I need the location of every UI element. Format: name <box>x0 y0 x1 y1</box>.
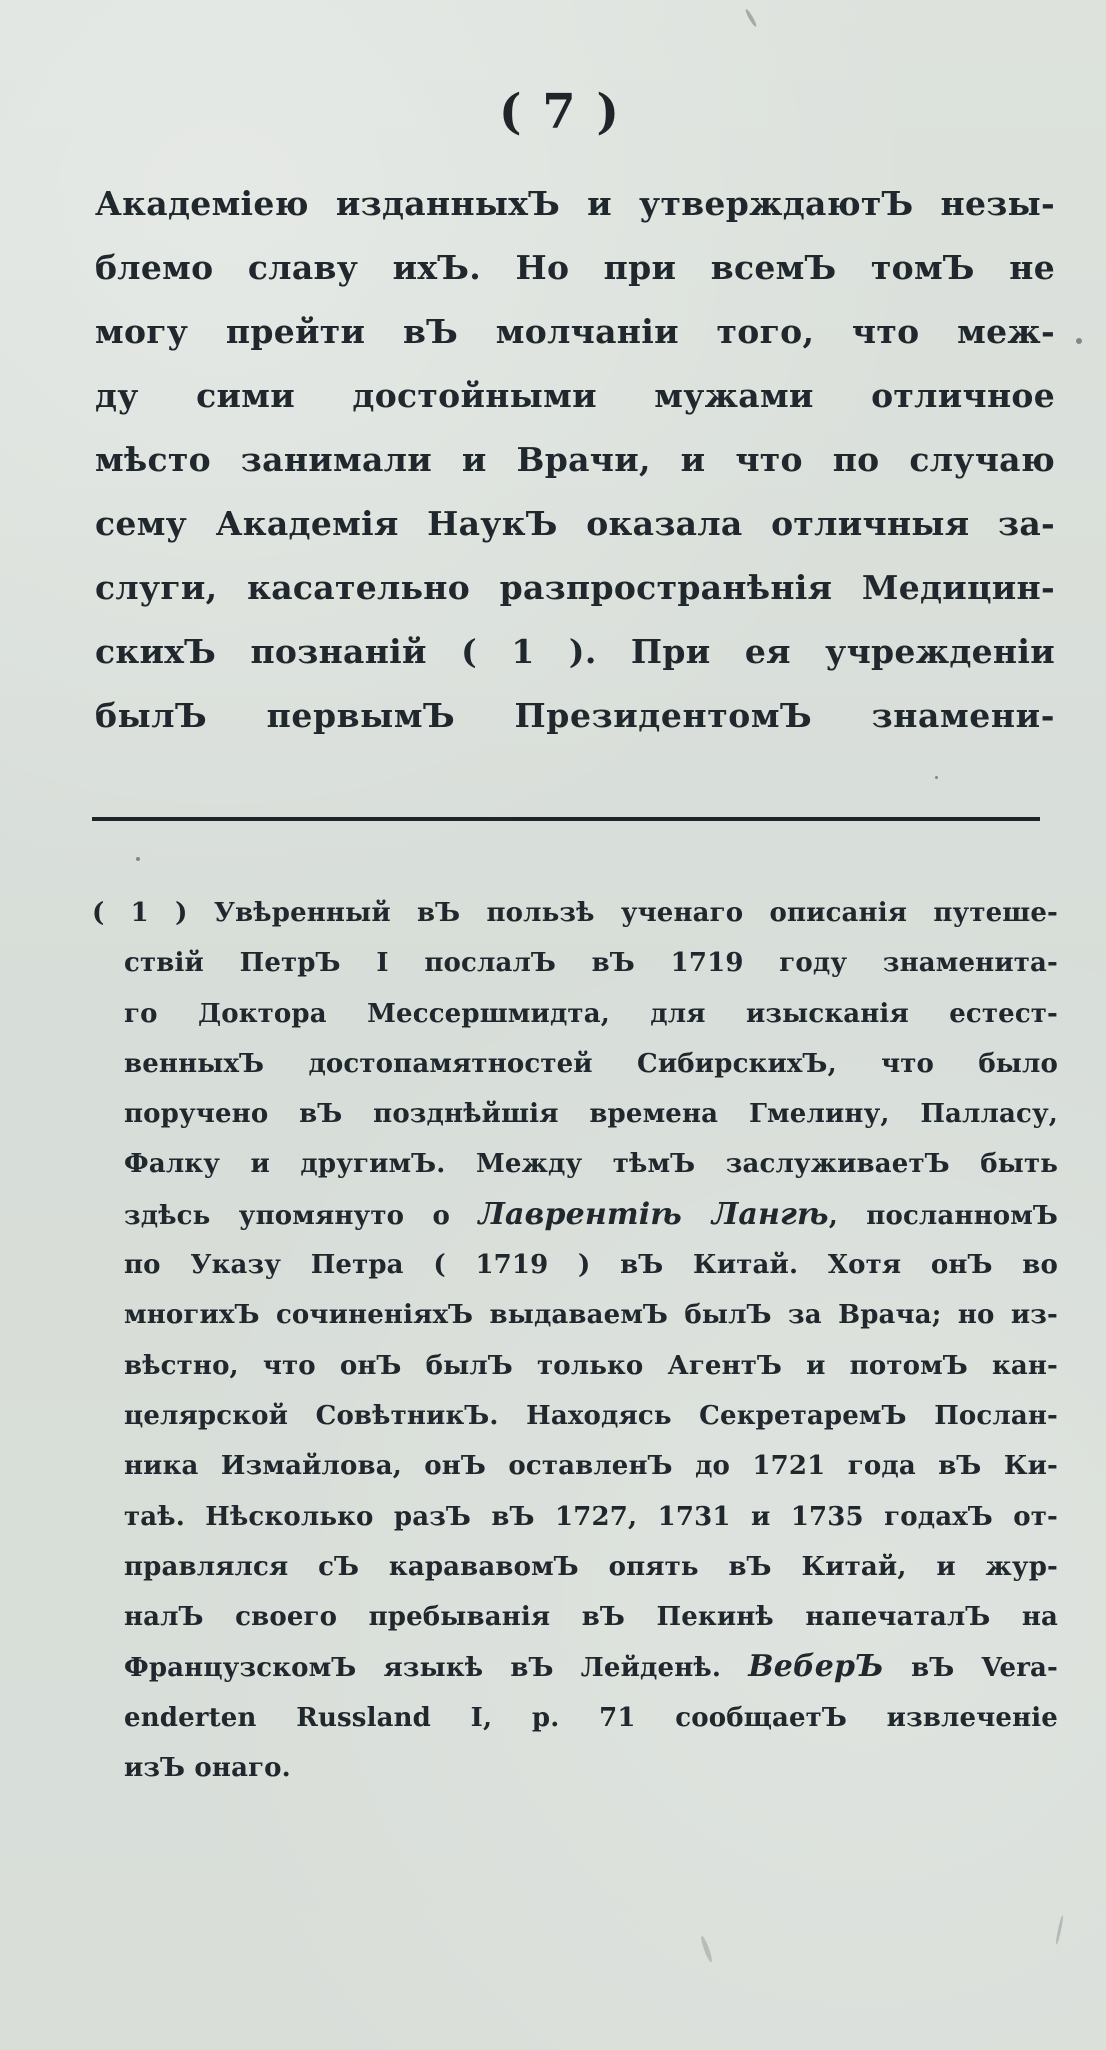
paper-speck <box>744 8 757 27</box>
footnote-line: ника Измайлова, онЪ оставленЪ до 1721 года вЪ Ки- <box>124 1451 1058 1482</box>
main-text-line: могу прейти вЪ молчаніи того, что меж- <box>95 312 1055 351</box>
footnote-line: вѣстно, что онЪ былЪ только АгентЪ и потомЪ кан- <box>124 1350 1058 1381</box>
paper-speck <box>699 1935 713 1963</box>
footnote-text: вЪ Vera- <box>884 1653 1058 1684</box>
footnote-line: го Доктора Мессершмидта, для изысканія естест- <box>124 998 1058 1029</box>
main-text-line: Академіею изданныхЪ и утверждаютЪ незы- <box>95 184 1055 223</box>
footnote <box>92 888 1058 1793</box>
footnote-text: ФранцузскомЪ языкѣ вЪ Лейденѣ. <box>124 1653 749 1684</box>
footnote-line: Фалку и другимЪ. Между тѣмЪ заслуживаетЪ быть <box>124 1149 1058 1180</box>
footnote-person-name: ВеберЪ <box>748 1649 884 1685</box>
main-text-line: былЪ первымЪ ПрезидентомЪ знамени- <box>95 696 1055 735</box>
main-text-line: скихЪ познаній ( 1 ). При ея учрежденіи <box>95 632 1055 671</box>
footnote-line: изЪ онаго. <box>124 1753 291 1784</box>
paper-speck <box>935 776 938 779</box>
main-text-line: слуги, касательно разпространѣнія Медицин- <box>95 568 1055 607</box>
footnote-line: венныхЪ достопамятностей СибирскихЪ, что было <box>124 1048 1058 1079</box>
footnote-text: здѣсь упомянуто о <box>124 1200 479 1231</box>
paper-speck <box>136 857 140 861</box>
main-text-line: сему Академія НаукЪ оказала отличныя за- <box>95 504 1055 543</box>
footnote-divider <box>92 817 1040 821</box>
main-text <box>95 172 1055 748</box>
footnote-line: поручено вЪ позднѣйшія времена Гмелину, Палласу, <box>124 1099 1058 1130</box>
page-number: ( 7 ) <box>498 84 622 140</box>
main-text-line: ду сими достойными мужами отличное <box>95 376 1055 415</box>
footnote-line: ( 1 ) Увѣренный вЪ пользѣ ученаго описанія путеше- <box>92 898 1058 928</box>
main-text-line: блемо славу ихЪ. Но при всемЪ томЪ не <box>95 248 1055 287</box>
footnote-line: правлялся сЪ карававомЪ опять вЪ Китай, и жур- <box>124 1551 1058 1582</box>
footnote-person-name: Лаврентіѣ Лангѣ <box>478 1196 829 1232</box>
main-text-line: мѣсто занимали и Врачи, и что по случаю <box>95 440 1055 479</box>
footnote-line-with-name <box>92 1642 1058 1692</box>
footnote-line-with-name <box>92 1190 1058 1240</box>
footnote-line: многихЪ сочиненіяхЪ выдаваемЪ былЪ за Врача; но из- <box>124 1300 1058 1331</box>
footnote-line: enderten Russland I, p. 71 сообщаетЪ извлеченіе <box>124 1702 1058 1733</box>
footnote-line: таѣ. Нѣсколько разЪ вЪ 1727, 1731 и 1735 годахЪ от- <box>124 1501 1058 1532</box>
paper-speck <box>1076 338 1082 344</box>
footnote-line: целярской СовѣтникЪ. Находясь СекретаремЪ Послан- <box>124 1400 1058 1431</box>
footnote-text: , посланномЪ <box>828 1200 1059 1231</box>
footnote-line: ствій ПетрЪ I послалЪ вЪ 1719 году знаменита- <box>124 948 1058 979</box>
paper-speck <box>1055 1915 1064 1945</box>
footnote-line: по Указу Петра ( 1719 ) вЪ Китай. Хотя онЪ во <box>124 1250 1058 1281</box>
footnote-line: налЪ своего пребыванія вЪ Пекинѣ напечаталЪ на <box>124 1602 1058 1633</box>
